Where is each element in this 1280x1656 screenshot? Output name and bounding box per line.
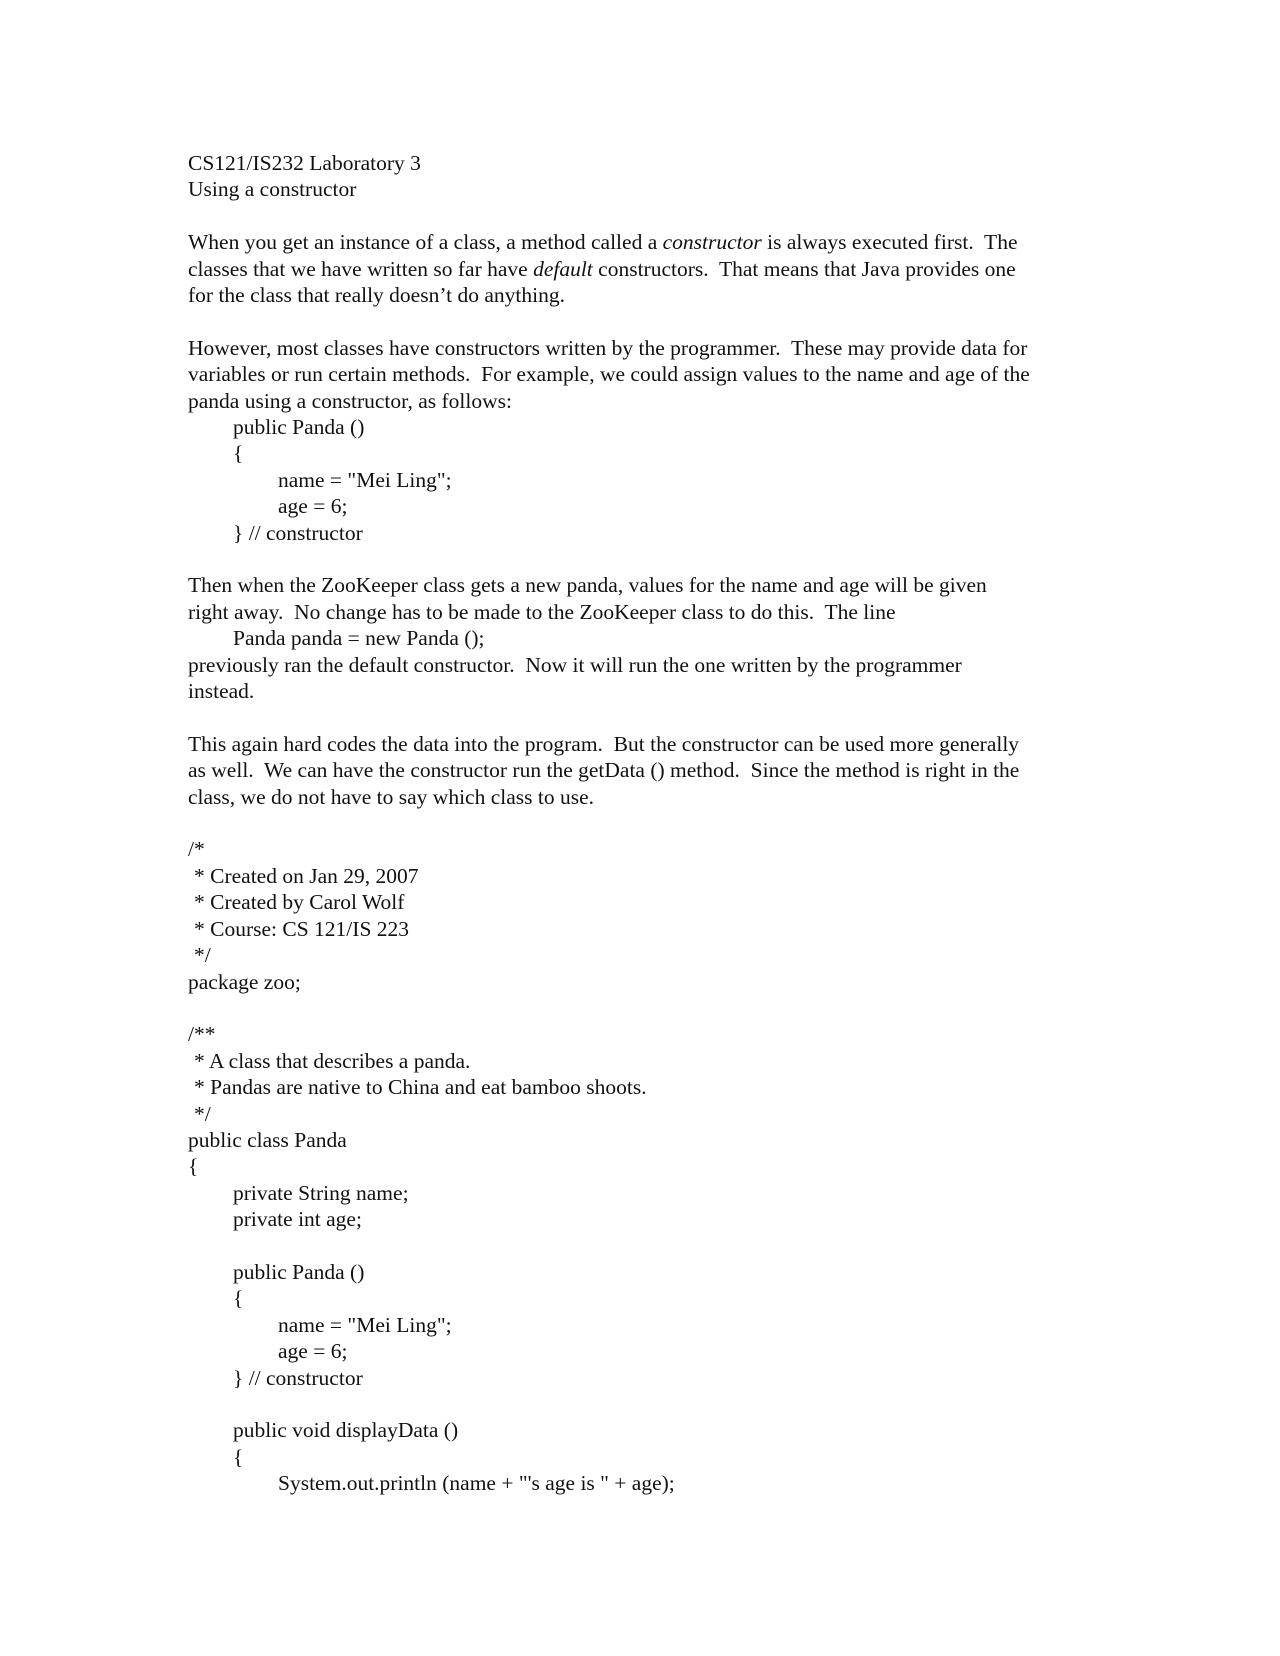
code-line: {: [233, 1286, 244, 1311]
spacer: [188, 308, 1108, 334]
code-line: private String name;: [233, 1180, 409, 1205]
paragraph-line: When you get an instance of a class, a method called a constructor is always executed first. The: [188, 230, 1018, 255]
emphasis-default: default: [533, 256, 593, 281]
code-line: * A class that describes a panda.: [194, 1048, 471, 1073]
code-line: */: [194, 1101, 211, 1126]
spacer: [188, 1233, 1108, 1259]
code-line: package zoo;: [188, 969, 301, 994]
paragraph-line: Then when the ZooKeeper class gets a new panda, values for the name and age will be given: [188, 573, 987, 598]
paragraph-programmer-constructors: [188, 335, 1108, 414]
code-line: name = "Mei Ling";: [278, 467, 452, 492]
code-line: public class Panda: [188, 1127, 347, 1152]
code-line: private int age;: [233, 1207, 362, 1232]
spacer: [188, 995, 1108, 1021]
paragraph-line: classes that we have written so far have default constructors. That means that Java provides one: [188, 256, 1016, 281]
paragraph-zookeeper: [188, 572, 1108, 704]
code-line: } // constructor: [233, 520, 363, 545]
document-subtitle: Using a constructor: [188, 177, 357, 202]
code-line: System.out.println (name + "'s age is " + age);: [278, 1471, 675, 1496]
code-line: public void displayData (): [233, 1418, 459, 1443]
code-line: /*: [188, 837, 205, 862]
code-listing-panda: [188, 836, 1108, 1496]
code-line: Panda panda = new Panda ();: [233, 626, 485, 651]
paragraph-hard-codes: [188, 731, 1108, 810]
paragraph-intro: [188, 229, 1108, 308]
code-line: } // constructor: [233, 1365, 363, 1390]
spacer: [188, 1391, 1108, 1417]
emphasis-constructor: constructor: [662, 230, 762, 255]
code-line: public Panda (): [233, 1259, 365, 1284]
code-line: age = 6;: [278, 1339, 348, 1364]
spacer: [188, 546, 1108, 572]
code-line: public Panda (): [233, 415, 365, 440]
document-title: CS121/IS232 Laboratory 3: [188, 151, 421, 175]
code-line: {: [188, 1154, 199, 1179]
code-line: {: [233, 1444, 244, 1469]
spacer: [188, 203, 1108, 229]
paragraph-line: panda using a constructor, as follows:: [188, 388, 512, 413]
code-line: */: [194, 943, 211, 968]
code-line: * Created by Carol Wolf: [194, 890, 405, 915]
paragraph-line: class, we do not have to say which class to use.: [188, 784, 595, 809]
paragraph-line: right away. No change has to be made to the ZooKeeper class to do this. The line: [188, 599, 896, 624]
spacer: [188, 704, 1108, 730]
document-page: [188, 150, 1108, 1497]
code-line: * Created on Jan 29, 2007: [194, 863, 419, 888]
paragraph-line: for the class that really doesn’t do anything.: [188, 283, 565, 308]
code-example-constructor: [188, 414, 1108, 546]
paragraph-line: previously ran the default constructor. Now it will run the one written by the programmer: [188, 652, 962, 677]
paragraph-line: as well. We can have the constructor run the getData () method. Since the method is right in the: [188, 758, 1020, 783]
code-line: {: [233, 441, 244, 466]
code-line: age = 6;: [278, 494, 348, 519]
paragraph-line: However, most classes have constructors written by the programmer. These may provide data for: [188, 335, 1028, 360]
paragraph-line: This again hard codes the data into the program. But the constructor can be used more generally: [188, 731, 1020, 756]
code-line: /**: [188, 1022, 216, 1047]
spacer: [188, 810, 1108, 836]
paragraph-line: instead.: [188, 679, 255, 704]
code-line: name = "Mei Ling";: [278, 1312, 452, 1337]
paragraph-line: variables or run certain methods. For example, we could assign values to the name and age of the: [188, 362, 1030, 387]
code-line: * Course: CS 121/IS 223: [194, 916, 410, 941]
code-line: * Pandas are native to China and eat bamboo shoots.: [194, 1075, 647, 1100]
